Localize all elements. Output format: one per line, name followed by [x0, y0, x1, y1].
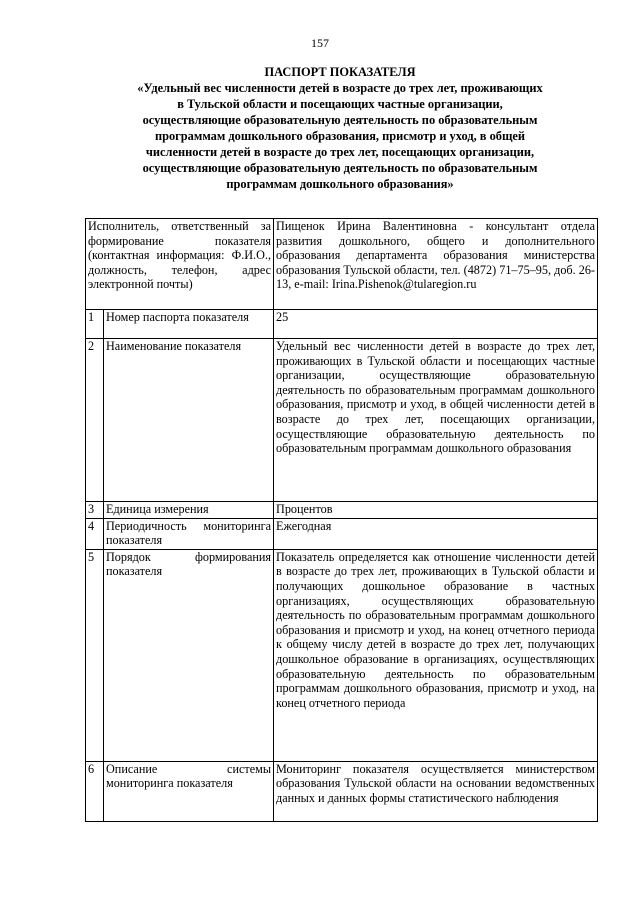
row-value: Удельный вес численности детей в возрасте до трех лет, проживающих в Тульской области и посещающих частные организации, осуществляющие образовательную деятельность по образовательным программам дошкольного образования, присмотр и уход, в общей численности детей в возрасте до трех лет, посещающих организации, осуществляющие образовательную деятельность по образовательным программам дошкольного образования: [274, 339, 598, 502]
row-number: 1: [86, 310, 104, 339]
row-label: Единица измерения: [104, 502, 274, 519]
row-value: Мониторинг показателя осуществляется министерством образования Тульской области на основании ведомственных данных и данных формы статистического наблюдения: [274, 761, 598, 821]
page-number: 157: [311, 36, 329, 50]
row-label: Наименование показателя: [104, 339, 274, 502]
table-row: [86, 339, 598, 502]
row-number: 6: [86, 761, 104, 821]
table-row-executor: [86, 219, 598, 310]
row-number: 2: [86, 339, 104, 502]
table-row: [86, 761, 598, 821]
row-number: 3: [86, 502, 104, 519]
table-row: [86, 549, 598, 761]
row-value: Ежегодная: [274, 518, 598, 549]
passport-table: [85, 218, 598, 822]
row-value: 25: [274, 310, 598, 339]
table-row: [86, 310, 598, 339]
row-value: Показатель определяется как отношение численности детей в возрасте до трех лет, проживающих в Тульской области и получающих дошкольное образование в частных организациях, осуществляющих образовательную деятельность по образовательным программам дошкольного образования и присмотр и уход, на конец отчетного периода к общему числу детей в возрасте до трех лет, получающих дошкольное образование в организациях, осуществляющих образовательную деятельность по образовательным программам дошкольного образования, присмотр и уход, на конец отчетного периода: [274, 549, 598, 761]
executor-value: Пищенок Ирина Валентиновна - консультант отдела развития дошкольного, общего и дополнительного образования департамента образования министерства образования Тульской области, тел. (4872) 71–75–95, доб. 26-13, e-mail: Irina.Pishenok@tularegion.ru: [274, 219, 598, 310]
title-line: численности детей в возрасте до трех лет, посещающих организации,: [145, 145, 535, 159]
title-line: в Тульской области и посещающих частные организации,: [177, 97, 503, 111]
title-line: осуществляющие образовательную деятельность по образовательным: [142, 113, 538, 127]
title-line: осуществляющие образовательную деятельность по образовательным: [142, 161, 538, 175]
row-label: Периодичность мониторинга показателя: [104, 518, 274, 549]
row-label: Описание системы мониторинга показателя: [104, 761, 274, 821]
title-line: «Удельный вес численности детей в возрасте до трех лет, проживающих: [137, 81, 543, 95]
executor-label: Исполнитель, ответственный за формирование показателя (контактная информация: Ф.И.О., должность, телефон, адрес электронной почты): [86, 219, 274, 310]
row-label: Порядок формирования показателя: [104, 549, 274, 761]
row-number: 5: [86, 549, 104, 761]
title-heading: ПАСПОРТ ПОКАЗАТЕЛЯ: [264, 65, 416, 79]
table-row: [86, 518, 598, 549]
title-line: программам дошкольного образования»: [226, 177, 454, 191]
row-number: 4: [86, 518, 104, 549]
document-title: [84, 64, 596, 192]
title-line: программам дошкольного образования, присмотр и уход, в общей: [154, 129, 526, 143]
row-label: Номер паспорта показателя: [104, 310, 274, 339]
table-row: [86, 502, 598, 519]
row-value: Процентов: [274, 502, 598, 519]
